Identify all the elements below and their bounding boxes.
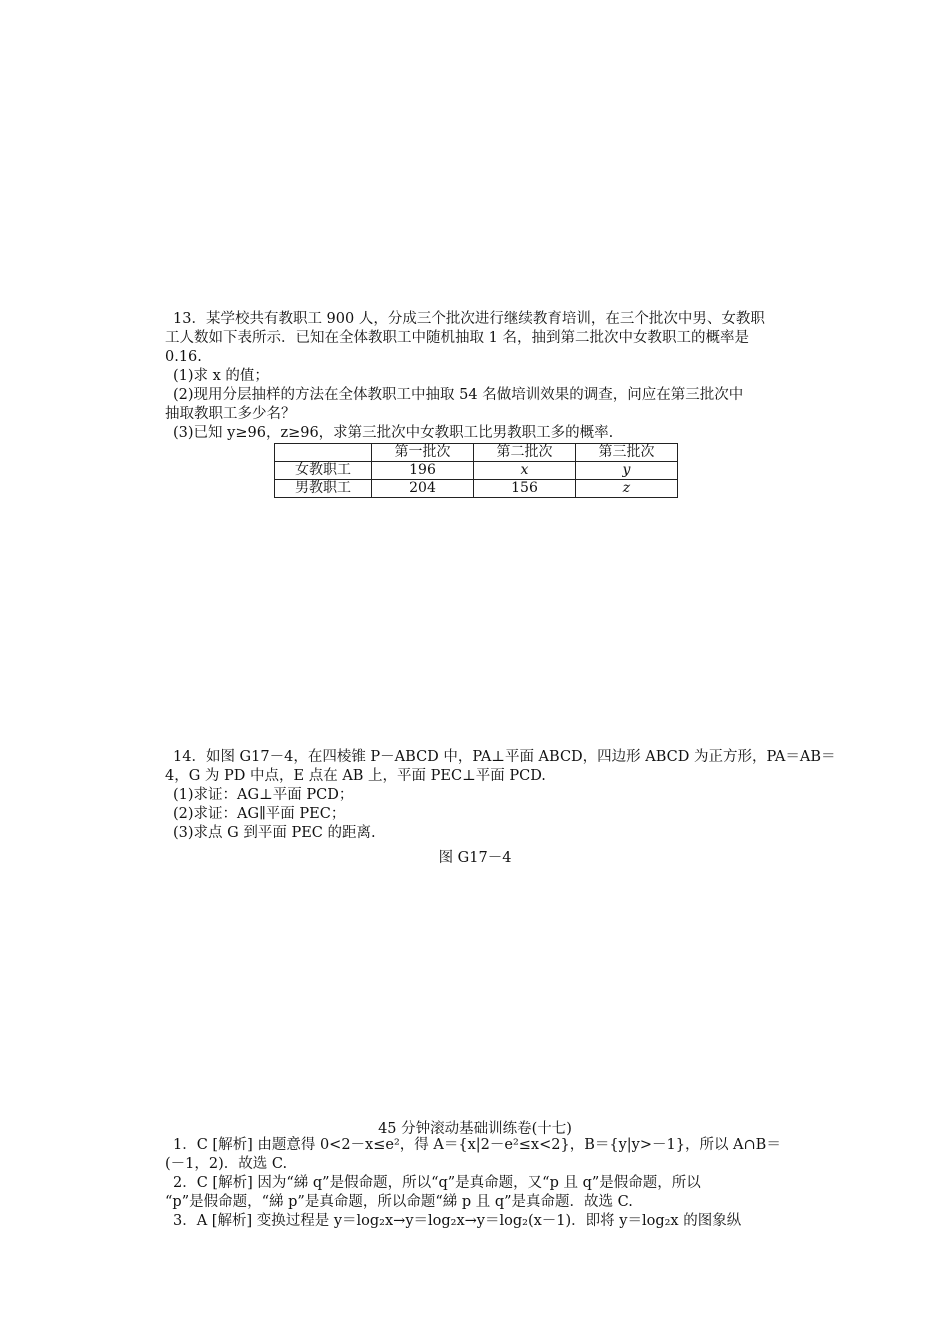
answer-2-line-2: “p”是假命题，“綈 p”是真命题，所以命题“綈 p 且 q”是真命题．故选 C. bbox=[165, 1194, 633, 1210]
table-cell: y bbox=[576, 462, 678, 480]
q14-sub-2: (2)求证：AG∥平面 PEC； bbox=[173, 806, 346, 822]
q13-sub-1: (1)求 x 的值； bbox=[173, 368, 269, 384]
q13-line-1: 13．某学校共有教职工 900 人，分成三个批次进行继续教育培训，在三个批次中男、女教职 bbox=[173, 311, 765, 327]
table-cell: 196 bbox=[372, 462, 474, 480]
q14-sub-3: (3)求点 G 到平面 PEC 的距离. bbox=[173, 825, 376, 841]
q13-line-3: 0.16. bbox=[165, 349, 202, 365]
answer-2-line-1: 2．C [解析] 因为“綈 q”是假命题，所以“q”是真命题，又“p 且 q”是假命题，所以 bbox=[173, 1175, 701, 1191]
q14-line-2: 4，G 为 PD 中点，E 点在 AB 上，平面 PEC⊥平面 PCD. bbox=[165, 768, 546, 784]
table-cell: 男教职工 bbox=[275, 480, 372, 498]
q14-line-1: 14．如图 G17－4，在四棱锥 P－ABCD 中，PA⊥平面 ABCD，四边形 ABCD 为正方形，PA＝AB＝ bbox=[173, 749, 836, 765]
table-cell: 女教职工 bbox=[275, 462, 372, 480]
table-cell: z bbox=[576, 480, 678, 498]
q13-sub-2b: 抽取教职工多少名？ bbox=[165, 406, 296, 422]
answer-1-line-2: (－1，2)．故选 C. bbox=[165, 1156, 288, 1172]
table-header-cell bbox=[275, 444, 372, 462]
q14-sub-1: (1)求证：AG⊥平面 PCD； bbox=[173, 787, 354, 803]
table-cell: 204 bbox=[372, 480, 474, 498]
table-row bbox=[275, 480, 678, 498]
staff-table bbox=[274, 443, 678, 498]
answer-3-line-1: 3．A [解析] 变换过程是 y＝log₂x→y＝log₂x→y＝log₂(x－1)．即将 y＝log₂x 的图象纵 bbox=[173, 1213, 742, 1229]
answer-1-line-1: 1．C [解析] 由题意得 0<2－x≤e²，得 A＝{x|2－e²≤x<2}，B＝{y|y>－1}，所以 A∩B＝ bbox=[173, 1137, 781, 1153]
table-header-row bbox=[275, 444, 678, 462]
table-header-cell: 第一批次 bbox=[372, 444, 474, 462]
answers-title: 45 分钟滚动基础训练卷(十七) bbox=[378, 1121, 572, 1137]
figure-caption: 图 G17－4 bbox=[438, 850, 512, 866]
q13-sub-2a: (2)现用分层抽样的方法在全体教职工中抽取 54 名做培训效果的调查，问应在第三批次中 bbox=[173, 387, 744, 403]
q13-sub-3: (3)已知 y≥96，z≥96，求第三批次中女教职工比男教职工多的概率. bbox=[173, 425, 614, 441]
table-cell: 156 bbox=[474, 480, 576, 498]
table-cell: x bbox=[474, 462, 576, 480]
table-header-cell: 第二批次 bbox=[474, 444, 576, 462]
table-row bbox=[275, 462, 678, 480]
table-header-cell: 第三批次 bbox=[576, 444, 678, 462]
q13-line-2: 工人数如下表所示．已知在全体教职工中随机抽取 1 名，抽到第二批次中女教职工的概率是 bbox=[165, 330, 749, 346]
